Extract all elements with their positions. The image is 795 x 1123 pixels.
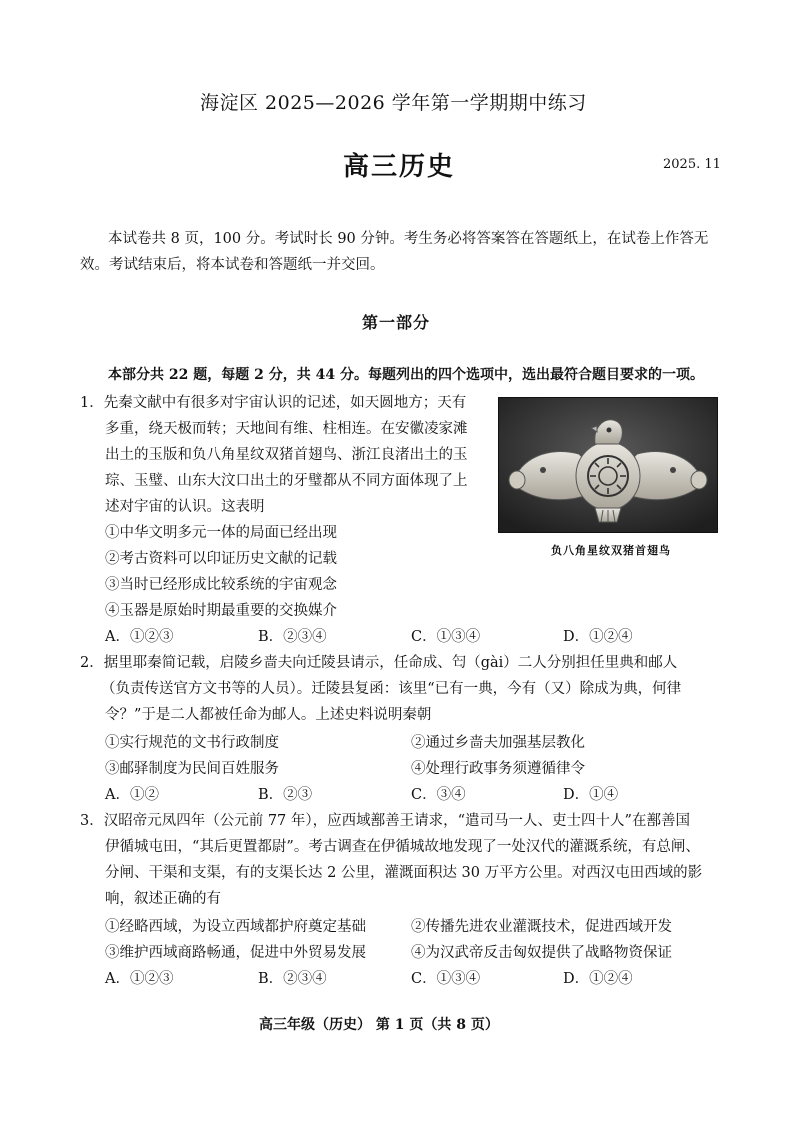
q1-stem-line: 1．先秦文献中有很多对宇宙认识的记述，如天圆地方；天有 bbox=[80, 395, 467, 411]
q1-option-d: D．①②④ bbox=[563, 629, 633, 645]
q1-statement: ②考古资料可以印证历史文献的记载 bbox=[105, 551, 337, 567]
q2-statement: ③邮驿制度为民间百姓服务 bbox=[105, 761, 279, 777]
q3-stem-line: 伊循城屯田，“其后更置都尉”。考古调查在伊循城故地发现了一处汉代的灌溉系统，有总闸、 bbox=[105, 839, 700, 855]
q3-option-a: A．①②③ bbox=[105, 971, 174, 987]
instructions-line-2: 效。考试结束后，将本试卷和答题纸一并交回。 bbox=[80, 257, 385, 273]
q1-stem-line: 多重，绕天极而转；天地间有维、柱相连。在安徽凌家滩 bbox=[105, 421, 468, 437]
q1-option-b: B．②③④ bbox=[258, 629, 327, 645]
q2-stem-line: （负责传送官方文书等的人员）。迁陵县复函：该里“已有一典，今有（又）除成为典，何律 bbox=[101, 681, 682, 697]
q3-statement: ③维护西域商路畅通，促进中外贸易发展 bbox=[105, 945, 366, 961]
jade-bird-photo bbox=[498, 397, 718, 533]
q3-option-d: D．①②④ bbox=[563, 971, 633, 987]
q3-stem-line: 3．汉昭帝元凤四年（公元前 77 年），应西域鄯善王请求，“遣司马一人、吏士四十人”在鄯善国 bbox=[80, 813, 690, 829]
q2-option-a: A．①② bbox=[105, 787, 159, 803]
q2-stem-line: 令？”于是二人都被任命为邮人。上述史料说明秦朝 bbox=[105, 707, 432, 723]
part-intro: 本部分共 22 题，每题 2 分，共 44 分。每题列出的四个选项中，选出最符合题目要求的一项。 bbox=[108, 367, 704, 383]
q3-statement: ②传播先进农业灌溉技术，促进西域开发 bbox=[411, 919, 672, 935]
q3-statement: ①经略西域，为设立西域都护府奠定基础 bbox=[105, 919, 366, 935]
q1-stem-line: 述对宇宙的认识。这表明 bbox=[105, 499, 265, 515]
q1-statement: ④玉器是原始时期最重要的交换媒介 bbox=[105, 603, 337, 619]
exam-title: 海淀区 2025—2026 学年第一学期期中练习 bbox=[200, 92, 587, 114]
part-heading: 第一部分 bbox=[362, 313, 431, 332]
q2-statement: ②通过乡啬夫加强基层教化 bbox=[411, 735, 585, 751]
q1-stem-line: 出土的玉版和负八角星纹双猪首翅鸟、浙江良渚出土的玉 bbox=[105, 447, 468, 463]
q3-statement: ④为汉武帝反击匈奴提供了战略物资保证 bbox=[411, 945, 672, 961]
instructions-line-1: 本试卷共 8 页，100 分。考试时长 90 分钟。考生务必将答案答在答题纸上，在试卷上作答无 bbox=[108, 231, 709, 247]
q2-option-c: C．③④ bbox=[411, 787, 466, 803]
subject-title: 高三历史 bbox=[343, 152, 456, 182]
q1-option-c: C．①③④ bbox=[411, 629, 481, 645]
page-footer: 高三年级（历史） 第 1 页（共 8 页） bbox=[259, 1017, 499, 1033]
q2-option-b: B．②③ bbox=[258, 787, 313, 803]
q2-option-d: D．①④ bbox=[563, 787, 619, 803]
q1-statement: ①中华文明多元一体的局面已经出现 bbox=[105, 525, 337, 541]
exam-date: 2025. 11 bbox=[663, 157, 721, 172]
q3-stem-line: 响，叙述正确的有 bbox=[105, 891, 221, 907]
q3-option-b: B．②③④ bbox=[258, 971, 327, 987]
q3-stem-line: 分闸、干渠和支渠，有的支渠长达 2 公里，灌溉面积达 30 万平方公里。对西汉屯田西域的影 bbox=[105, 865, 703, 881]
q2-stem-line: 2．据里耶秦简记载，启陵乡啬夫向迁陵县请示，任命成、匄（gài）二人分别担任里典和邮人 bbox=[80, 655, 678, 671]
q1-statement: ③当时已经形成比较系统的宇宙观念 bbox=[105, 577, 337, 593]
q2-statement: ①实行规范的文书行政制度 bbox=[105, 735, 279, 751]
q1-stem-line: 琮、玉璧、山东大汶口出土的牙璧都从不同方面体现了上 bbox=[105, 473, 468, 489]
q2-statement: ④处理行政事务须遵循律令 bbox=[411, 761, 585, 777]
q1-option-a: A．①②③ bbox=[105, 629, 174, 645]
photo-caption: 负八角星纹双猪首翅鸟 bbox=[551, 544, 671, 557]
q3-option-c: C．①③④ bbox=[411, 971, 481, 987]
